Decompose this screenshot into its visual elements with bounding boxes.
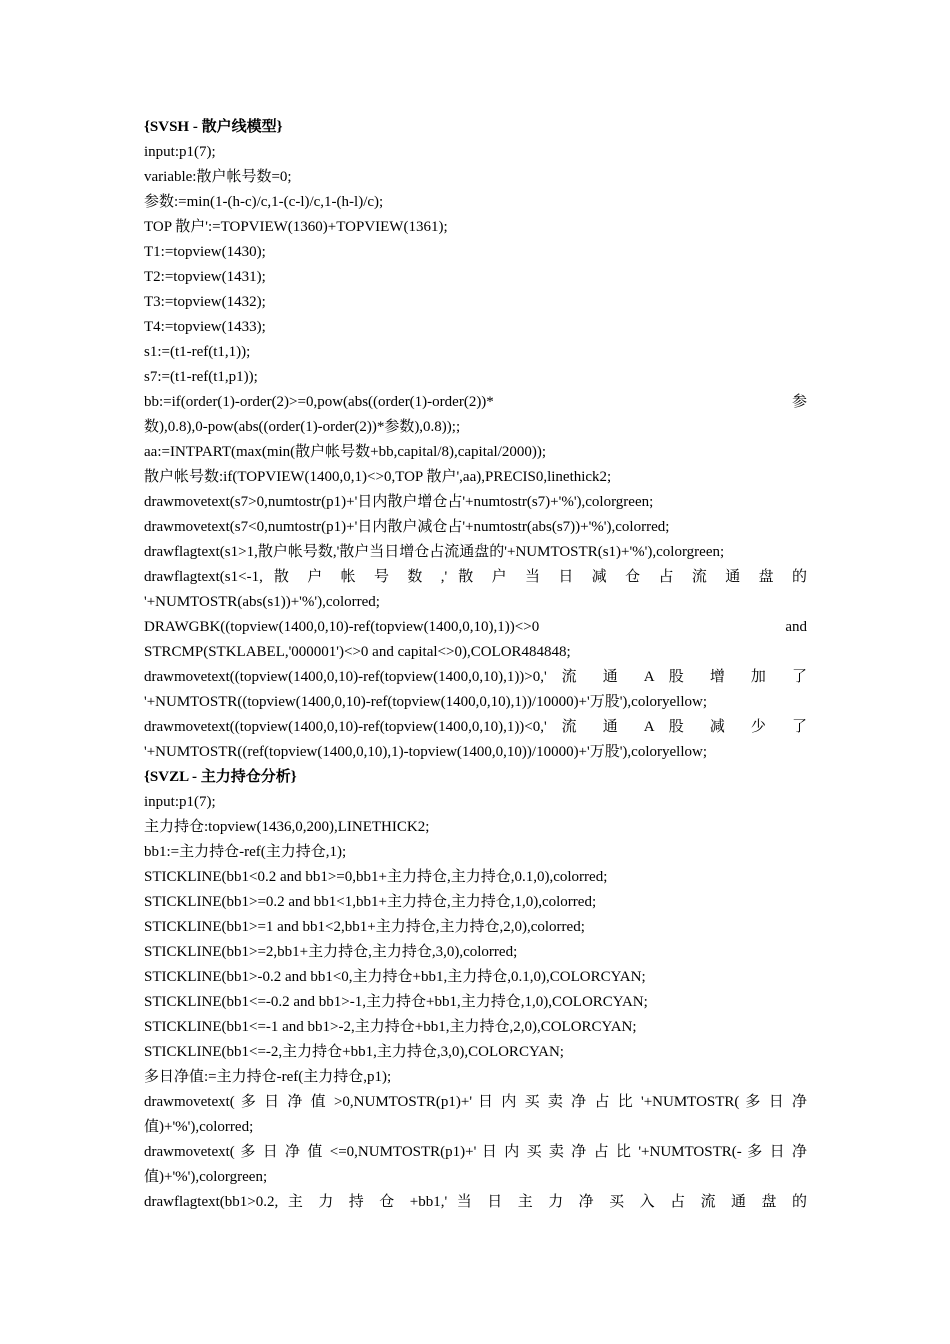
document-page [144,115,807,1215]
code-line: '+NUMTOSTR((topview(1400,0,10)-ref(topview(1400,0,10),1))/10000)+'万股'),coloryellow; [144,694,707,710]
code-line: T1:=topview(1430); [144,244,266,260]
code-line: STICKLINE(bb1<=-2,主力持仓+bb1,主力持仓,3,0),COLORCYAN; [144,1044,564,1060]
code-line: STICKLINE(bb1>-0.2 and bb1<0,主力持仓+bb1,主力持仓,0.1,0),COLORCYAN; [144,969,646,985]
code-line: input:p1(7); [144,144,216,160]
code-line: STRCMP(STKLABEL,'000001')<>0 and capital<>0),COLOR484848; [144,644,571,660]
code-line: STICKLINE(bb1>=2,bb1+主力持仓,主力持仓,3,0),colorred; [144,944,518,960]
code-line: 参数:=min(1-(h-c)/c,1-(c-l)/c,1-(h-l)/c); [144,194,384,210]
code-line: T2:=topview(1431); [144,269,266,285]
code-line: TOP 散户':=TOPVIEW(1360)+TOPVIEW(1361); [144,219,448,235]
code-line: aa:=INTPART(max(min(散户帐号数+bb,capital/8),capital/2000)); [144,444,547,460]
code-line: bb:=if(order(1)-order(2)>=0,pow(abs((order(1)-order(2))* 参 [144,394,807,410]
section-heading: {SVSH - 散户线模型} [144,119,283,135]
code-line: STICKLINE(bb1<0.2 and bb1>=0,bb1+主力持仓,主力持仓,0.1,0),colorred; [144,869,608,885]
code-line: drawflagtext(s1<-1, 散 户 帐 号 数 ,' 散 户 当 日 减 仓 占 流 通 盘 的 [144,569,807,585]
code-line: drawmovetext( 多 日 净 值 <=0,NUMTOSTR(p1)+' 日 内 买 卖 净 占 比 '+NUMTOSTR(- 多 日 净 [144,1144,807,1160]
code-line: T3:=topview(1432); [144,294,266,310]
code-line: STICKLINE(bb1<=-1 and bb1>-2,主力持仓+bb1,主力持仓,2,0),COLORCYAN; [144,1019,637,1035]
code-line: '+NUMTOSTR(abs(s1))+'%'),colorred; [144,594,380,610]
code-line: drawmovetext(s7>0,numtostr(p1)+'日内散户增仓占'+numtostr(s7)+'%'),colorgreen; [144,494,654,510]
code-line: DRAWGBK((topview(1400,0,10)-ref(topview(1400,0,10),1))<>0 and [144,619,807,635]
code-line: 散户帐号数:if(TOPVIEW(1400,0,1)<>0,TOP 散户',aa),PRECIS0,linethick2; [144,469,612,485]
code-line: input:p1(7); [144,794,216,810]
code-line: STICKLINE(bb1>=1 and bb1<2,bb1+主力持仓,主力持仓,2,0),colorred; [144,919,585,935]
code-line: 主力持仓:topview(1436,0,200),LINETHICK2; [144,819,430,835]
code-line: drawmovetext( 多 日 净 值 >0,NUMTOSTR(p1)+' 日 内 买 卖 净 占 比 '+NUMTOSTR( 多 日 净 [144,1094,807,1110]
code-line: 数),0.8),0-pow(abs((order(1)-order(2))*参数),0.8));; [144,419,461,435]
code-line: bb1:=主力持仓-ref(主力持仓,1); [144,844,347,860]
code-line: drawflagtext(s1>1,散户帐号数,'散户当日增仓占流通盘的'+NUMTOSTR(s1)+'%'),colorgreen; [144,544,725,560]
code-line: STICKLINE(bb1>=0.2 and bb1<1,bb1+主力持仓,主力持仓,1,0),colorred; [144,894,597,910]
code-line: drawmovetext((topview(1400,0,10)-ref(topview(1400,0,10),1))>0,' 流 通 A 股 增 加 了 [144,669,807,685]
code-line: drawflagtext(bb1>0.2, 主 力 持 仓 +bb1,' 当 日 主 力 净 买 入 占 流 通 盘 的 [144,1194,807,1210]
code-line: 值)+'%'),colorred; [144,1119,254,1135]
code-line: T4:=topview(1433); [144,319,266,335]
code-line: STICKLINE(bb1<=-0.2 and bb1>-1,主力持仓+bb1,主力持仓,1,0),COLORCYAN; [144,994,648,1010]
code-line: variable:散户帐号数=0; [144,169,292,185]
code-line: '+NUMTOSTR((ref(topview(1400,0,10),1)-topview(1400,0,10))/10000)+'万股'),coloryellow; [144,744,707,760]
code-line: 多日净值:=主力持仓-ref(主力持仓,p1); [144,1069,392,1085]
code-line: drawmovetext(s7<0,numtostr(p1)+'日内散户减仓占'+numtostr(abs(s7))+'%'),colorred; [144,519,670,535]
code-line: s1:=(t1-ref(t1,1)); [144,344,251,360]
code-line: drawmovetext((topview(1400,0,10)-ref(topview(1400,0,10),1))<0,' 流 通 A 股 减 少 了 [144,719,807,735]
code-line: s7:=(t1-ref(t1,p1)); [144,369,258,385]
code-line: 值)+'%'),colorgreen; [144,1169,268,1185]
section-heading: {SVZL - 主力持仓分析} [144,769,297,785]
